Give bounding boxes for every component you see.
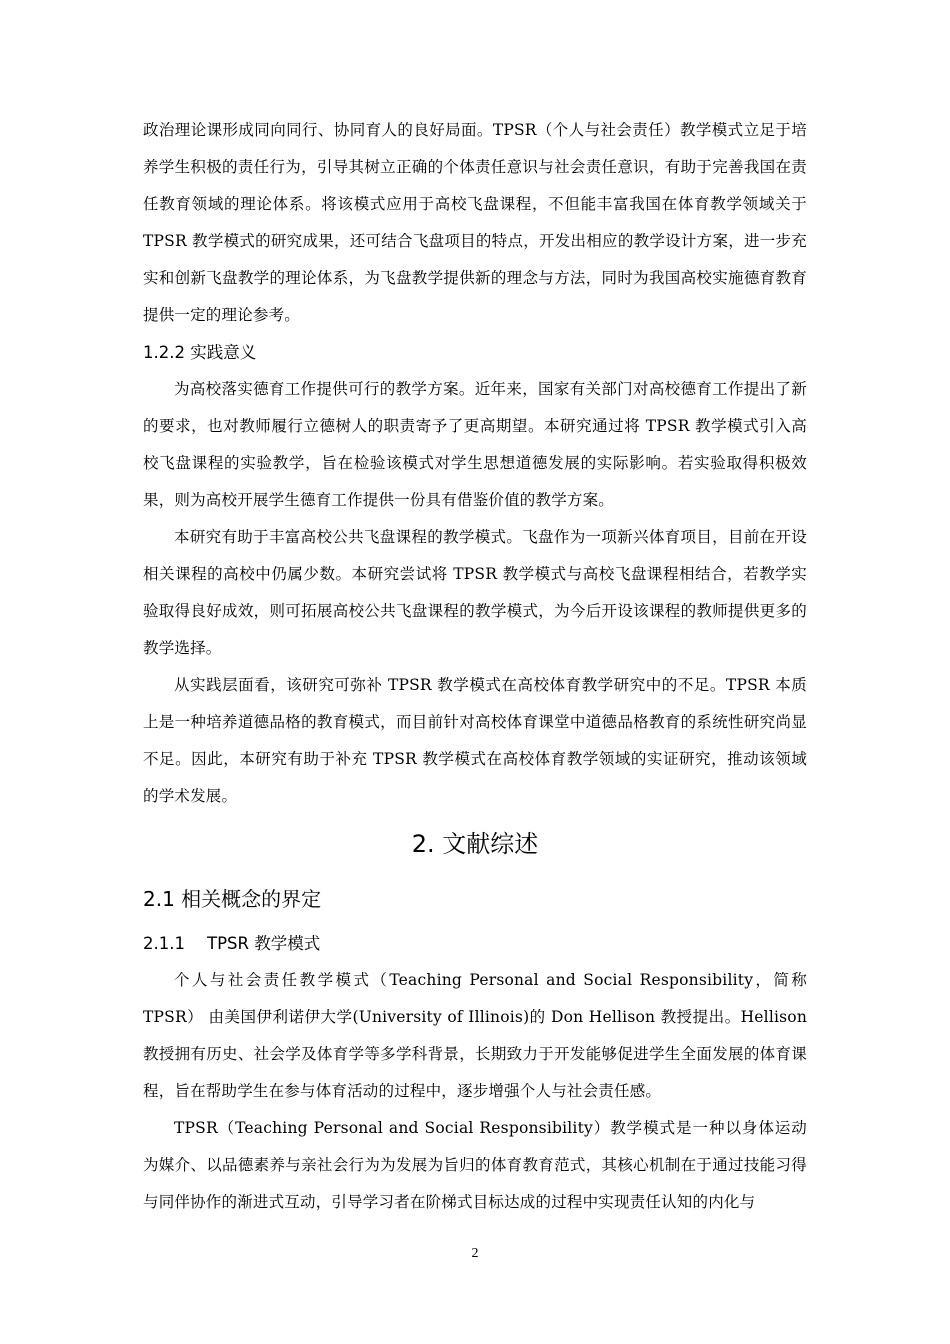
paragraph: TPSR（Teaching Personal and Social Responsibility）教学模式是一种以身体运动为媒介、以品德素养与亲社会行为为发展为旨归的体育教育范式，其核心机制在于通过技能习得与同伴协作的渐进式互动，引导学习者在阶梯式目标达成的过程中实现责任认知的内化与 <box>143 1119 807 1211</box>
paragraph: 本研究有助于丰富高校公共飞盘课程的教学模式。飞盘作为一项新兴体育项目，目前在开设相关课程的高校中仍属少数。本研究尝试将 TPSR 教学模式与高校飞盘课程相结合，若教学实验取得良好成效，则可拓展高校公共飞盘课程的教学模式，为今后开设该课程的教师提供更多的教学选择。 <box>143 528 807 657</box>
chapter-heading-2: 2. 文献综述 <box>411 830 539 858</box>
page-content <box>143 112 807 1221</box>
section-title: TPSR 教学模式 <box>206 934 321 953</box>
section-heading-2-1: 2.1 相关概念的界定 <box>143 887 322 911</box>
paragraph: 个人与社会责任教学模式（Teaching Personal and Social Responsibility，简称 TPSR） 由美国伊利诺伊大学(University of Illinois)的 Don Hellison 教授提出。Hellison 教授拥有历史、社会学及体育学等多学科背景，长期致力于开发能够促进学生全面发展的体育课程，旨在帮助学生在参与体育活动的过程中，逐步增强个人与社会责任感。 <box>143 971 807 1100</box>
page-number: 2 <box>471 1246 479 1261</box>
section-heading-2-1-1 <box>143 925 807 962</box>
paragraph: 为高校落实德育工作提供可行的教学方案。近年来，国家有关部门对高校德育工作提出了新的要求，也对教师履行立德树人的职责寄予了更高期望。本研究通过将 TPSR 教学模式引入高校飞盘课程的实验教学，旨在检验该模式对学生思想道德发展的实际影响。若实验取得积极效果，则为高校开展学生德育工作提供一份具有借鉴价值的教学方案。 <box>143 380 807 509</box>
paragraph: 从实践层面看，该研究可弥补 TPSR 教学模式在高校体育教学研究中的不足。TPSR 本质上是一种培养道德品格的教育模式，而目前针对高校体育课堂中道德品格教育的系统性研究尚显不足。因此，本研究有助于补充 TPSR 教学模式在高校体育教学领域的实证研究，推动该领域的学术发展。 <box>143 676 807 805</box>
section-heading-1-2-2: 1.2.2 实践意义 <box>143 343 257 362</box>
section-number: 2.1.1 <box>143 934 185 953</box>
paragraph-continued: 政治理论课形成同向同行、协同育人的良好局面。TPSR（个人与社会责任）教学模式立足于培养学生积极的责任行为，引导其树立正确的个体责任意识与社会责任意识，有助于完善我国在责任教育领域的理论体系。将该模式应用于高校飞盘课程，不但能丰富我国在体育教学领域关于 TPSR 教学模式的研究成果，还可结合飞盘项目的特点，开发出相应的教学设计方案，进一步充实和创新飞盘教学的理论体系，为飞盘教学提供新的理念与方法，同时为我国高校实施德育教育提供一定的理论参考。 <box>143 121 807 324</box>
